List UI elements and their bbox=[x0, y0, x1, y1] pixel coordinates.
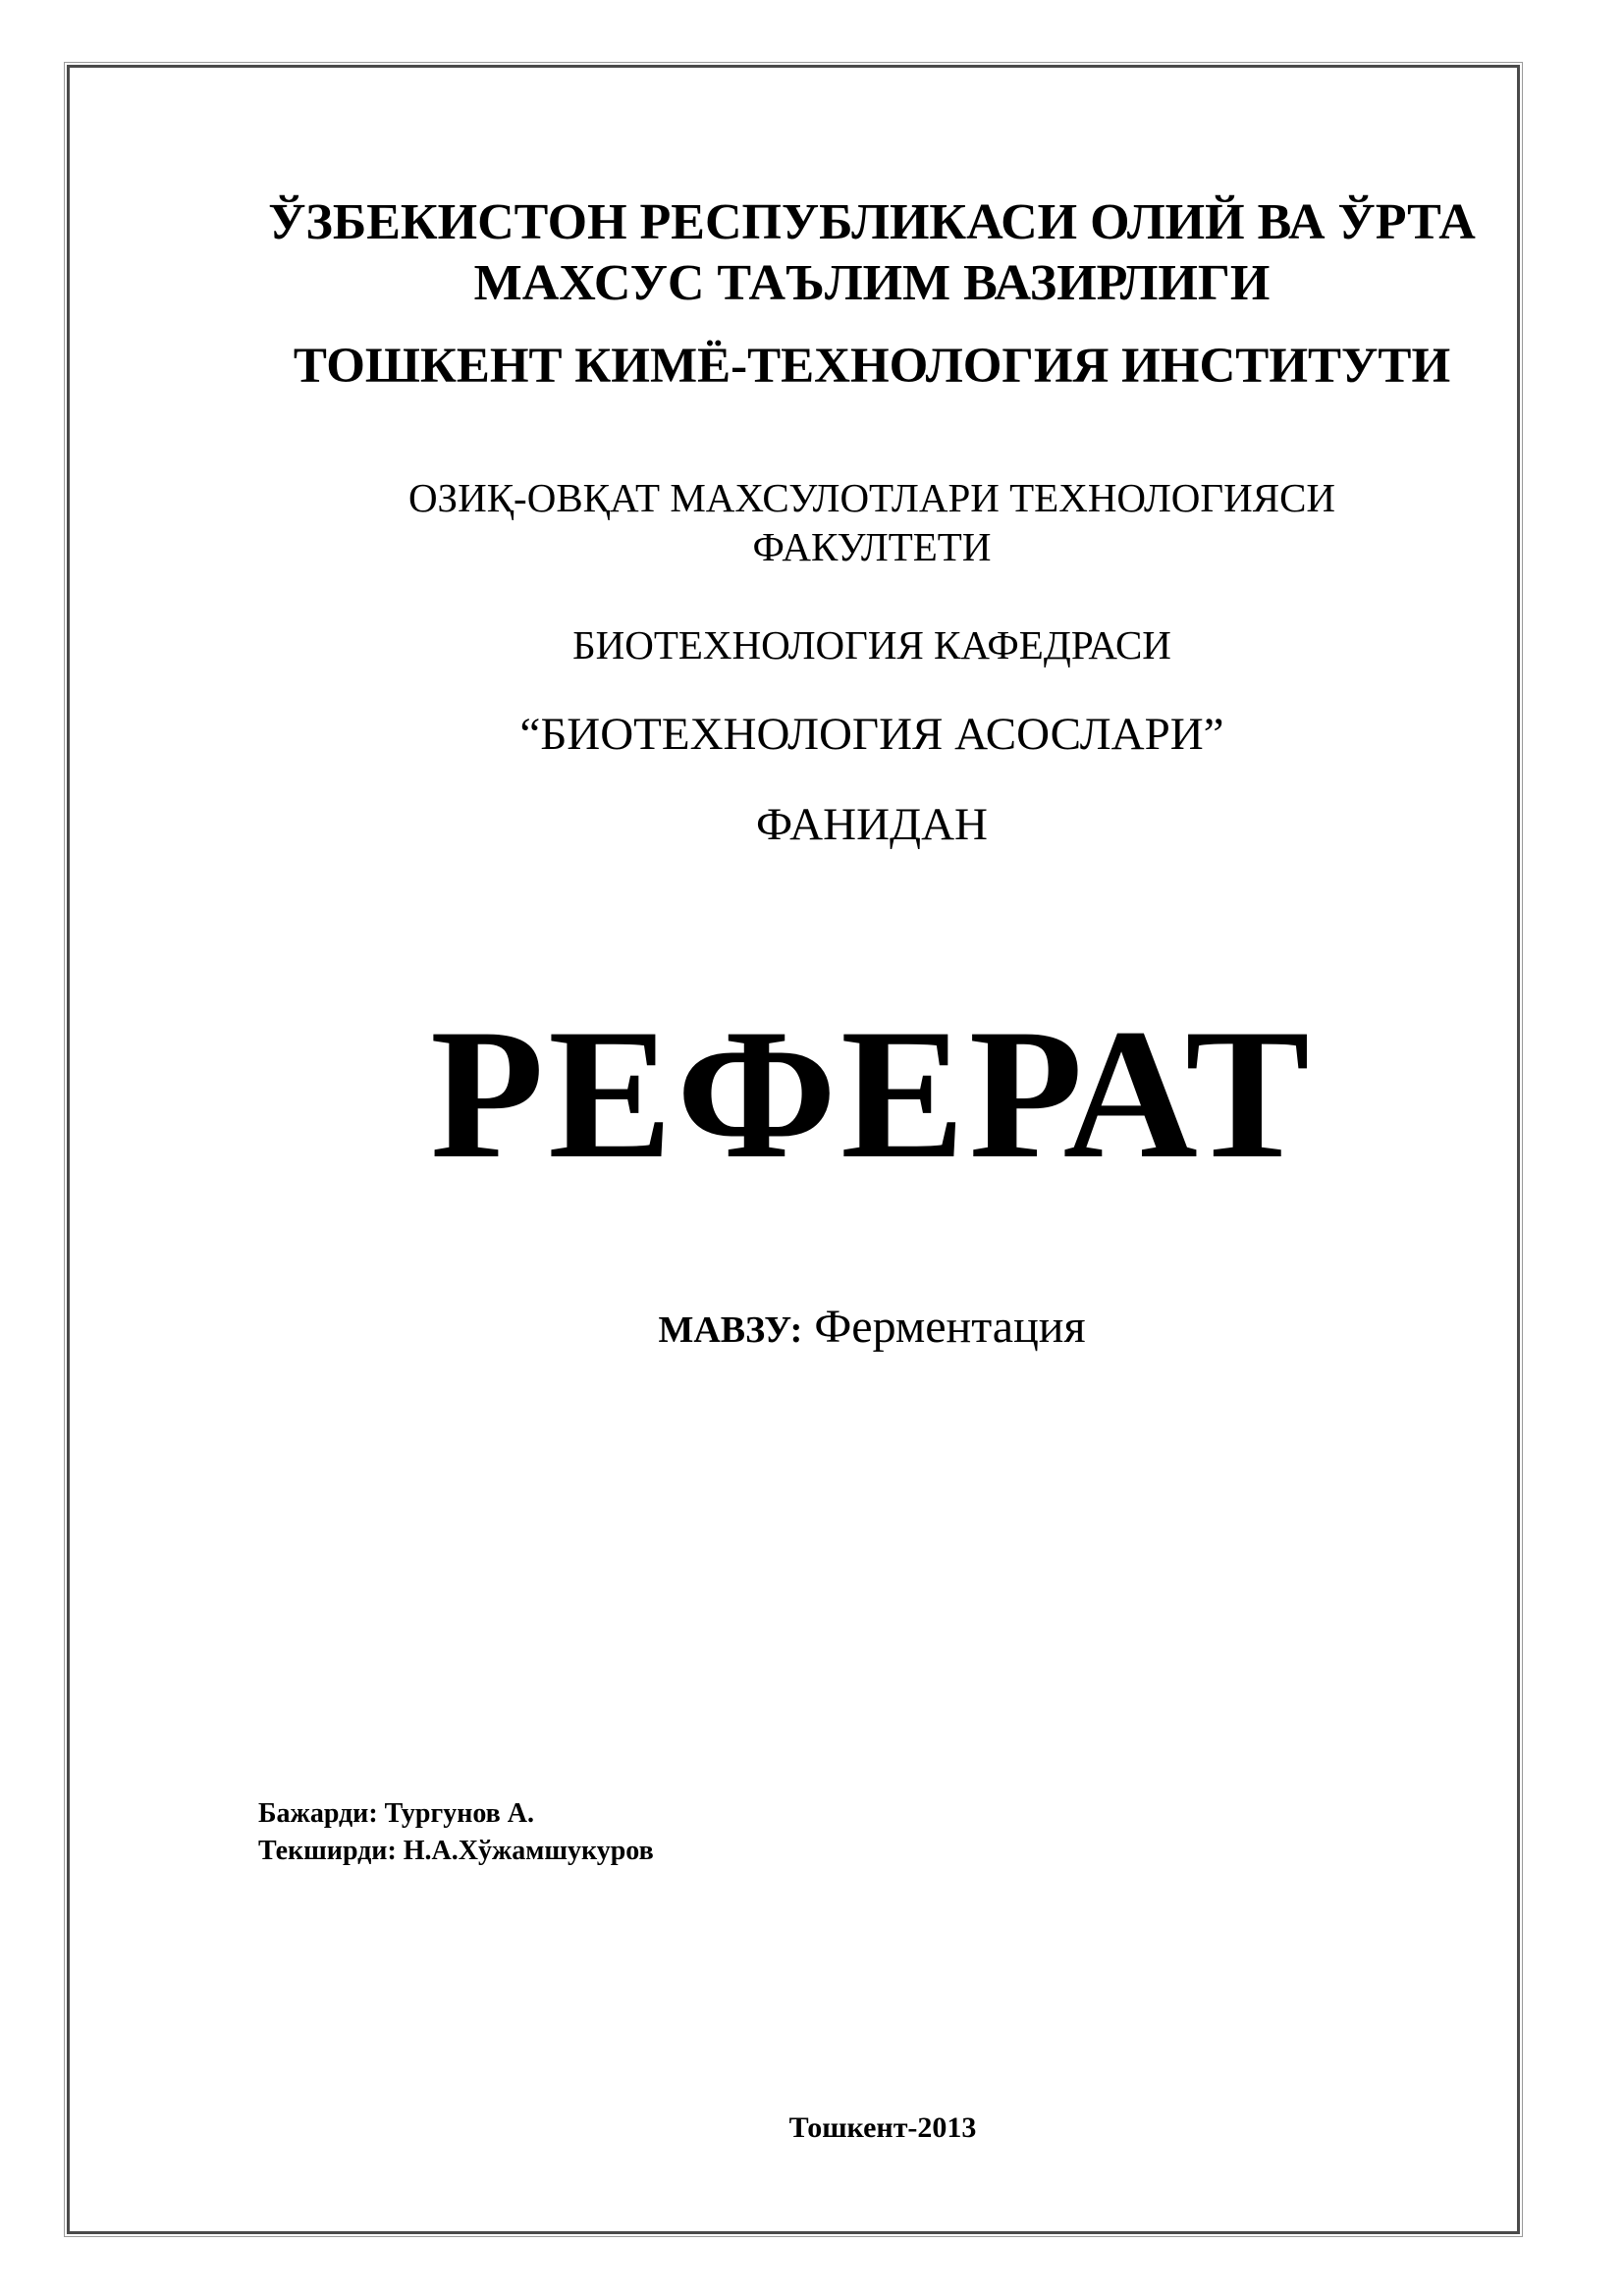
topic-label: МАВЗУ: bbox=[658, 1309, 803, 1351]
checked-by: Текширди: Н.А.Хўжамшукуров bbox=[258, 1836, 654, 1866]
faculty-line-2: ФАКУЛТЕТИ bbox=[752, 524, 992, 569]
ministry-heading bbox=[67, 192, 1624, 314]
institute-heading: ТОШКЕНТ КИМЁ-ТЕХНОЛОГИЯ ИНСТИТУТИ bbox=[293, 339, 1451, 394]
subject-name: “БИОТЕХНОЛОГИЯ АСОСЛАРИ” bbox=[519, 709, 1224, 760]
subject-suffix: ФАНИДАН bbox=[756, 799, 988, 850]
document-type-title: РЕФЕРАТ bbox=[430, 991, 1314, 1198]
topic-line bbox=[67, 1298, 1624, 1360]
performed-by: Бажарди: Тургунов А. bbox=[258, 1798, 534, 1829]
ministry-line-2: МАХСУС ТАЪЛИМ ВАЗИРЛИГИ bbox=[473, 255, 1271, 311]
topic-value: Ферментация bbox=[802, 1301, 1086, 1353]
faculty-line-1: ОЗИҚ-ОВҚАТ МАХСУЛОТЛАРИ ТЕХНОЛОГИЯСИ bbox=[407, 475, 1336, 520]
faculty-heading bbox=[67, 473, 1624, 571]
credits-block bbox=[258, 1795, 654, 1870]
department-heading: БИОТЕХНОЛОГИЯ КАФЕДРАСИ bbox=[572, 622, 1171, 667]
ministry-line-1: ЎЗБЕКИСТОН РЕСПУБЛИКАСИ ОЛИЙ ВА ЎРТА bbox=[268, 194, 1476, 250]
place-year: Тошкент-2013 bbox=[788, 2111, 977, 2144]
